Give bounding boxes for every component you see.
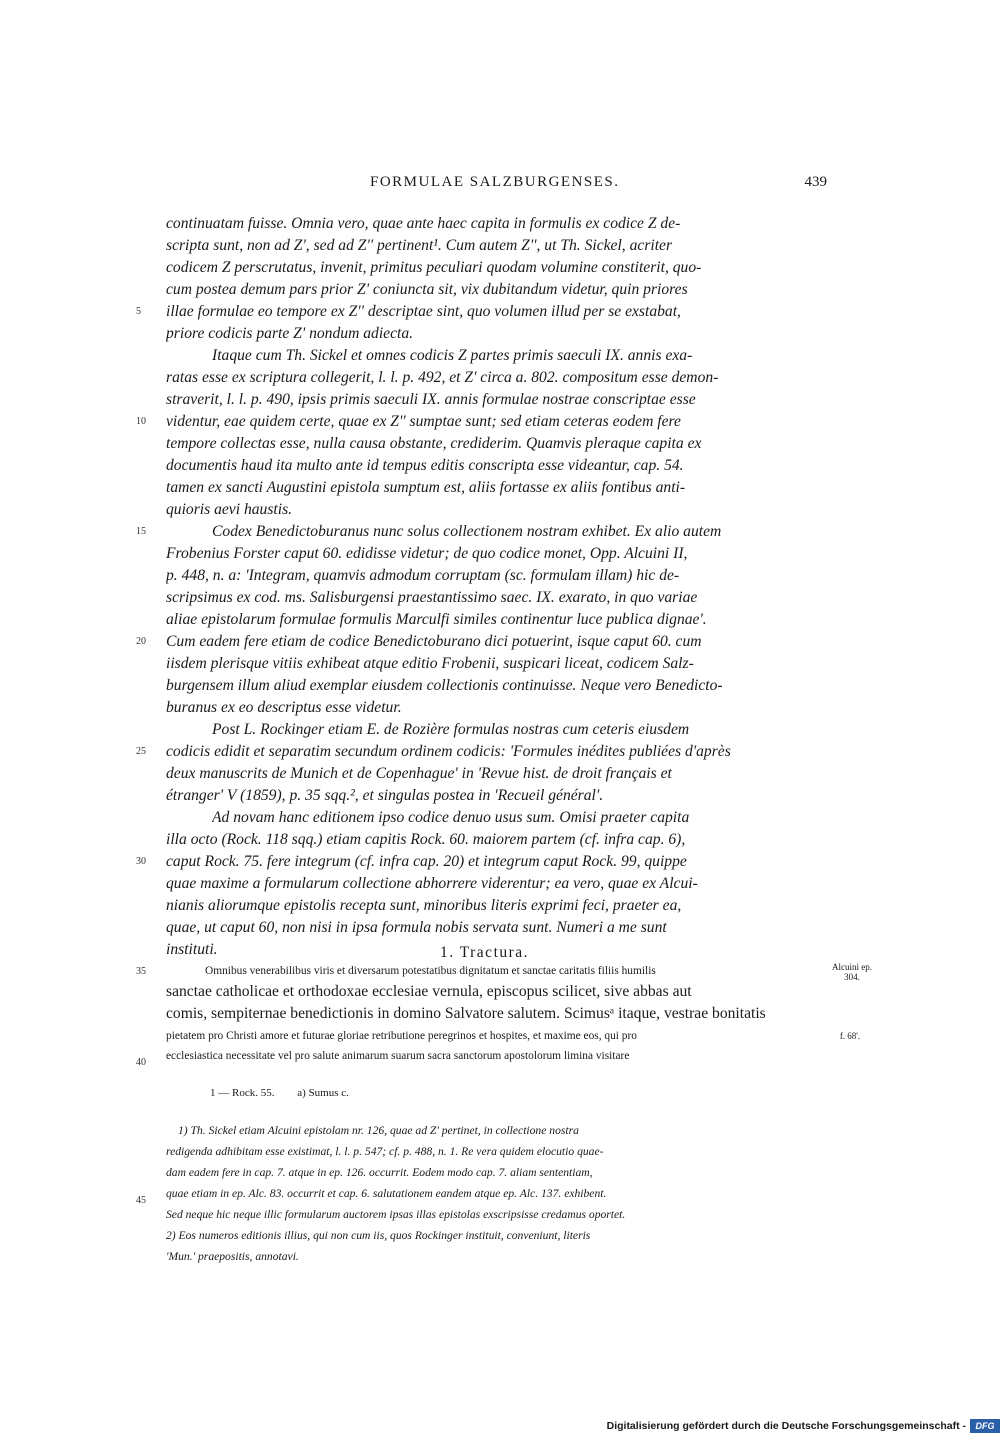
text-line: deux manuscrits de Munich et de Copenhague' in 'Revue hist. de droit français et xyxy=(166,765,672,782)
margin-source-note: Alcuini ep. 304. xyxy=(832,962,872,982)
footer-text: Digitalisierung gefördert durch die Deutsche Forschungsgemeinschaft - xyxy=(606,1420,966,1432)
margin-folio-note: f. 68'. xyxy=(839,1031,861,1041)
line-number: 25 xyxy=(136,746,146,757)
line-number: 20 xyxy=(136,636,146,647)
text-line: instituti. xyxy=(166,941,218,958)
page-number: 439 xyxy=(804,174,827,190)
formula-text-line: pietatem pro Christi amore et futurae gloriae retributione peregrinos et hospites, et maxime eos, qui pro xyxy=(166,1030,637,1042)
line-number: 35 xyxy=(136,966,146,977)
text-line: nianis aliorumque epistolis recepta sunt, minoribus literis exprimi feci, praeter ea, xyxy=(166,897,682,914)
apparatus-ref: 1 — Rock. 55. xyxy=(210,1087,275,1099)
footnote-line: quae etiam in ep. Alc. 83. occurrit et cap. 6. salutationem eandem atque ep. Alc. 137. exhibent. xyxy=(166,1187,607,1200)
text-line: continuatam fuisse. Omnia vero, quae ante haec capita in formulis ex codice Z de- xyxy=(166,215,681,232)
text-line: Cum eadem fere etiam de codice Benedictoburano dici potuerint, isque caput 60. cum xyxy=(166,633,702,650)
text-line: Frobenius Forster caput 60. edidisse videtur; de quo codice monet, Opp. Alcuini II, xyxy=(166,545,688,562)
text-line: burgensem illum aliud exemplar eiusdem collectionis continuisse. Neque vero Benedicto- xyxy=(166,677,723,694)
apparatus-line xyxy=(210,1087,349,1099)
text-line: Post L. Rockinger etiam E. de Rozière formulas nostras cum ceteris eiusdem xyxy=(212,721,690,738)
formula-text-line: sanctae catholicae et orthodoxae ecclesiae vernula, episcopus scilicet, sive abbas aut xyxy=(166,983,692,1000)
text-line: aliae epistolarum formulae formulis Marculfi similes continentur luce publica dignae'. xyxy=(166,611,707,628)
text-line: scripsimus ex cod. ms. Salisburgensi praestantissimo saec. IX. exarato, in quo variae xyxy=(166,589,698,606)
line-number: 40 xyxy=(136,1057,146,1068)
text-line: scripta sunt, non ad Z', sed ad Z'' pertinent¹. Cum autem Z'', ut Th. Sickel, acriter xyxy=(166,237,673,254)
text-line: Itaque cum Th. Sickel et omnes codicis Z partes primis saeculi IX. annis exa- xyxy=(212,347,693,364)
footnote-line: 'Mun.' praepositis, annotavi. xyxy=(166,1250,299,1263)
text-line: Codex Benedictoburanus nunc solus collectionem nostram exhibet. Ex alio autem xyxy=(212,523,722,540)
section-title: 1. Tractura. xyxy=(440,944,530,961)
line-number: 30 xyxy=(136,856,146,867)
running-header-title: FORMULAE SALZBURGENSES. xyxy=(370,174,620,190)
formula-text-line: ecclesiastica necessitate vel pro salute animarum suarum sacra sanctorum apostolorum limina visitare xyxy=(166,1050,630,1062)
formula-text-line: Omnibus venerabilibus viris et diversarum potestatibus dignitatum et sanctae caritatis filiis humilis xyxy=(205,965,656,977)
text-line: quae, ut caput 60, non nisi in ipsa formula nobis servata sunt. Numeri a me sunt xyxy=(166,919,667,936)
text-line: Ad novam hanc editionem ipso codice denuo usus sum. Omisi praeter capita xyxy=(212,809,690,826)
footnote-line: redigenda adhibitam esse existimat, l. l. p. 547; cf. p. 488, n. 1. Re vera quidem elocutio quae- xyxy=(166,1145,604,1158)
text-line: iisdem plerisque vitiis exhibeat atque editio Frobenii, suspicari liceat, codicem Salz- xyxy=(166,655,694,672)
formula-text-line: comis, sempiternae benedictionis in domino Salvatore salutem. Scimusᵃ itaque, vestrae bonitatis xyxy=(166,1005,766,1022)
line-number: 10 xyxy=(136,416,146,427)
text-line: priore codicis parte Z' nondum adiecta. xyxy=(166,325,414,342)
text-line: p. 448, n. a: 'Integram, quamvis admodum corruptam (sc. formulam illam) hic de- xyxy=(166,567,680,584)
text-line: quae maxime a formularum collectione abhorrere viderentur; ea vero, quae ex Alcui- xyxy=(166,875,698,892)
text-line: cum postea demum pars prior Z' coniuncta sit, vix dubitandum videtur, quin priores xyxy=(166,281,688,298)
footnote-line: 1) Th. Sickel etiam Alcuini epistolam nr. 126, quae ad Z' pertinet, in collectione nostra xyxy=(178,1124,579,1137)
text-line: buranus ex eo descriptus esse videtur. xyxy=(166,699,402,716)
line-number: 15 xyxy=(136,526,146,537)
text-line: straverit, l. l. p. 490, ipsis primis saeculi IX. annis formulae nostrae conscriptae esse xyxy=(166,391,696,408)
text-line: codicis edidit et separatim secundum ordinem codicis: 'Formules inédites publiées d'après xyxy=(166,743,731,760)
digitization-footer xyxy=(590,1418,1000,1434)
line-number: 5 xyxy=(136,306,141,317)
text-line: illae formulae eo tempore ex Z'' descriptae sint, quo volumen illud per se exstabat, xyxy=(166,303,681,320)
footnote-line: dam eadem fere in cap. 7. atque in ep. 126. occurrit. Eodem modo cap. 7. aliam sententiam, xyxy=(166,1166,593,1179)
text-line: documentis haud ita multo ante id tempus editis conscripta esse videantur, cap. 54. xyxy=(166,457,684,474)
dfg-logo: DFG xyxy=(970,1419,1000,1433)
text-line: ratas esse ex scriptura collegerit, l. l. p. 492, et Z' circa a. 802. compositum esse demon- xyxy=(166,369,719,386)
text-line: caput Rock. 75. fere integrum (cf. infra cap. 20) et integrum caput Rock. 99, quippe xyxy=(166,853,687,870)
footnote-line: 2) Eos numeros editionis illius, qui non cum iis, quos Rockinger instituit, conveniunt, literis xyxy=(166,1229,591,1242)
text-line: videntur, eae quidem certe, quae ex Z'' sumptae sunt; sed etiam ceteras eodem fere xyxy=(166,413,681,430)
footnote-line: Sed neque hic neque illic formularum auctorem ipsas illas epistolas exscripsisse credamus oportet. xyxy=(166,1208,626,1221)
text-line: étranger' V (1859), p. 35 sqq.², et singulas postea in 'Recueil général'. xyxy=(166,787,604,804)
text-line: illa octo (Rock. 118 sqq.) etiam capitis Rock. 60. maiorem partem (cf. infra cap. 6), xyxy=(166,831,686,848)
apparatus-note: a) Sumus c. xyxy=(297,1087,349,1099)
text-line: codicem Z perscrutatus, invenit, primitus peculiari quodam volumine constiterit, quo- xyxy=(166,259,702,276)
text-line: quioris aevi haustis. xyxy=(166,501,293,518)
text-line: tempore collectas esse, nulla causa obstante, crediderim. Quamvis pleraque capita ex xyxy=(166,435,702,452)
line-number: 45 xyxy=(136,1195,146,1206)
text-line: tamen ex sancti Augustini epistola sumptum est, aliis fortasse ex aliis fontibus anti- xyxy=(166,479,686,496)
